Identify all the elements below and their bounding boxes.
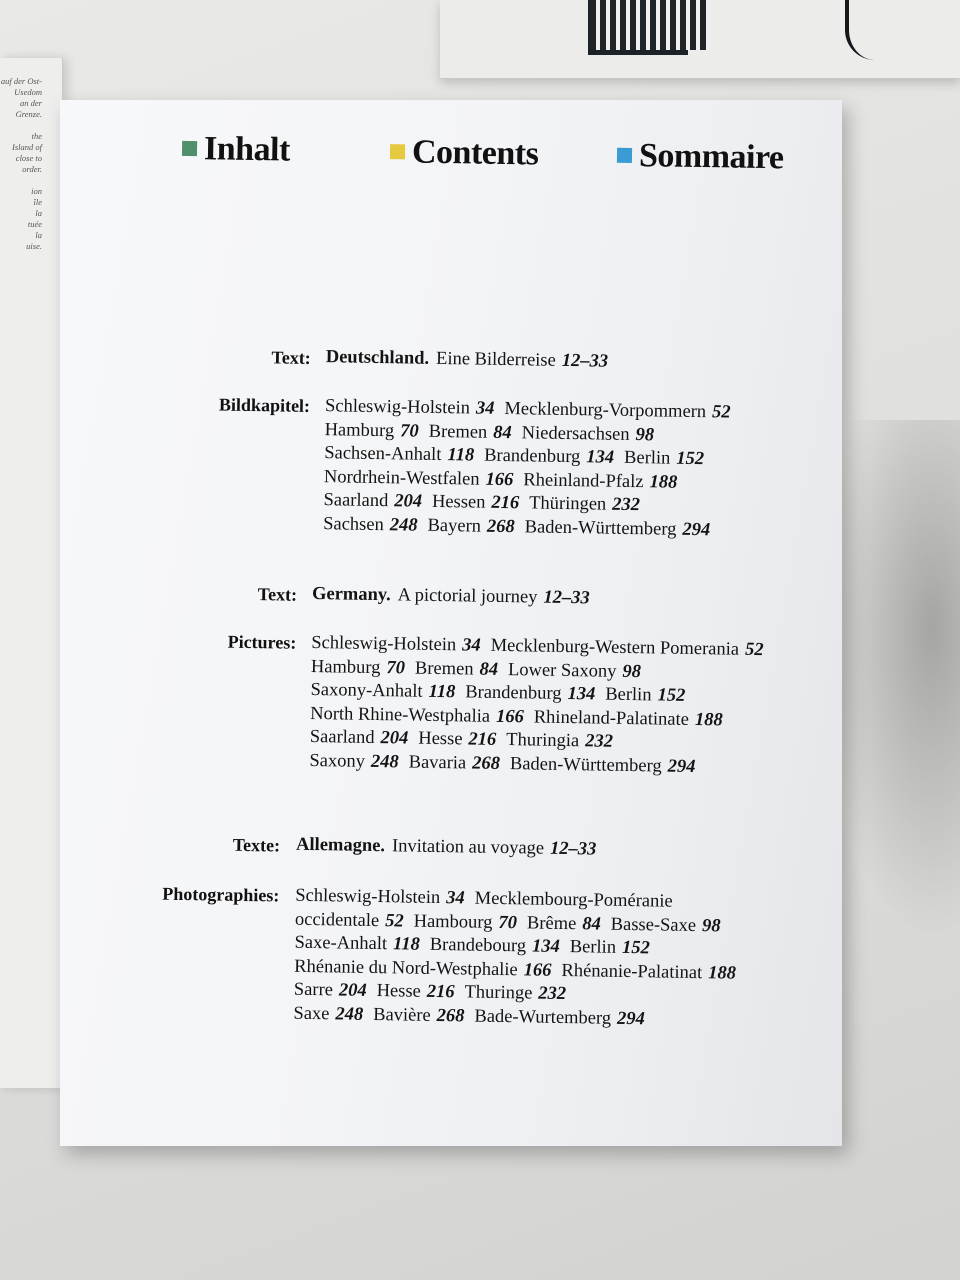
chapter-page-number: 294 <box>682 519 711 540</box>
chapter-name: Rhénanie-Palatinat <box>561 960 703 983</box>
chapter-name: Sachsen-Anhalt <box>324 443 442 466</box>
chapter-entry <box>324 443 474 465</box>
chapter-entry <box>611 914 721 936</box>
chapter-name: Saxony-Anhalt <box>310 679 423 702</box>
chapter-page-number: 188 <box>694 709 723 730</box>
chapter-name: Bremen <box>414 658 474 680</box>
chapter-name: Bayern <box>427 515 482 537</box>
chapter-entry <box>310 727 409 749</box>
text-pages: 12–33 <box>561 350 609 372</box>
chapter-entry <box>309 750 399 771</box>
chapter-name: Rhineland-Palatinate <box>533 706 690 730</box>
chapter-name: Nordrhein-Westfalen <box>323 466 480 490</box>
chapter-entry <box>373 1005 465 1026</box>
chapter-name: occidentale <box>294 909 380 931</box>
chapter-name: Thuringe <box>464 982 533 1004</box>
chapter-page-number: 232 <box>612 494 641 516</box>
contents-page <box>60 100 842 1146</box>
section-en-pictures-label: Pictures: <box>227 631 297 653</box>
chapter-page-number: 166 <box>485 469 514 490</box>
section-en-pictures-list <box>309 632 773 780</box>
chapter-name: Hambourg <box>413 911 493 933</box>
chapter-entry <box>323 490 422 512</box>
chapter-name: Brême <box>526 912 577 934</box>
chapter-name: Rheinland-Pfalz <box>523 469 644 492</box>
chapter-page-number: 52 <box>711 402 731 423</box>
chapter-page-number: 216 <box>468 729 497 750</box>
chapter-name: Hamburg <box>324 419 395 441</box>
chapter-entry <box>295 909 404 931</box>
text-title: Germany. <box>311 583 391 606</box>
chapter-name: Hesse <box>418 728 463 750</box>
chapter-name: Hamburg <box>310 656 381 678</box>
chapter-entry <box>464 982 566 1004</box>
chapter-entry <box>529 493 640 515</box>
chapter-page-number: 166 <box>523 959 552 981</box>
chapter-entry <box>465 682 595 704</box>
chapter-page-number: 84 <box>493 422 512 443</box>
chapter-entry <box>491 636 764 660</box>
green-square-icon <box>182 141 197 156</box>
heading-inhalt <box>182 130 290 170</box>
chapter-entry <box>429 421 512 442</box>
chapter-page-number: 248 <box>370 751 399 772</box>
heading-contents <box>390 133 539 173</box>
chapter-entry <box>325 420 419 441</box>
chapter-name: Mecklenburg-Vorpommern <box>504 398 707 423</box>
chapter-entry <box>508 660 641 682</box>
background-box-stripes <box>590 0 710 50</box>
chapter-entry <box>294 980 367 1001</box>
chapter-entry <box>525 517 711 540</box>
text-subtitle: Eine Bilderreise <box>435 348 556 371</box>
chapter-name: Basse-Saxe <box>610 914 697 936</box>
chapter-entry <box>523 470 677 492</box>
chapter-name: Schleswig-Holstein <box>311 632 457 656</box>
chapter-name: Brandenburg <box>483 445 581 468</box>
chapter-page-number: 70 <box>498 912 518 933</box>
chapter-name: Baden-Württemberg <box>524 516 677 540</box>
chapter-name: Berlin <box>569 937 617 958</box>
chapter-page-number: 118 <box>392 934 420 955</box>
text-pages: 12–33 <box>549 838 597 860</box>
chapter-entry <box>427 515 514 536</box>
chapter-entry <box>325 396 495 419</box>
chapter-name: Bavière <box>373 1004 431 1026</box>
chapter-entry <box>522 423 655 445</box>
blue-square-icon <box>617 148 632 163</box>
chapter-page-number: 294 <box>667 756 696 777</box>
chapter-name: Sarre <box>293 979 334 1001</box>
chapter-page-number: 248 <box>389 514 418 536</box>
contents-page-inner <box>51 94 849 1152</box>
chapter-name: Niedersachsen <box>521 422 630 445</box>
chapter-page-number: 232 <box>585 731 614 752</box>
section-en-text-entry <box>312 583 590 611</box>
section-fr-text-label: Texte: <box>232 834 281 856</box>
chapter-page-number: 98 <box>635 424 655 445</box>
chapter-page-number: 268 <box>472 753 501 774</box>
heading-label: Contents <box>411 133 539 173</box>
chapter-page-number: 84 <box>479 659 499 680</box>
chapter-name: Saarland <box>323 490 389 512</box>
chapter-page-number: 52 <box>744 639 764 661</box>
chapter-name: Bade-Wurtemberg <box>474 1006 612 1029</box>
section-en-text-label: Text: <box>257 584 298 605</box>
text-title: Deutschland. <box>325 347 430 369</box>
chapter-entry <box>415 658 498 679</box>
chapter-name: Bavaria <box>408 752 467 773</box>
chapter-page-number: 188 <box>708 962 737 984</box>
chapter-entry <box>484 446 614 468</box>
section-fr-pictures-list <box>293 885 747 1033</box>
chapter-page-number: 98 <box>701 915 721 936</box>
chapter-entry <box>605 685 685 706</box>
chapter-page-number: 118 <box>428 681 456 703</box>
chapter-name: Bremen <box>428 421 488 443</box>
chapter-page-number: 204 <box>338 980 367 1001</box>
chapter-page-number: 152 <box>657 685 686 706</box>
chapter-name: Berlin <box>623 447 671 469</box>
section-de-text-entry <box>326 346 609 374</box>
chapter-entry <box>294 956 552 980</box>
chapter-entry <box>527 913 601 934</box>
chapter-name: Hessen <box>431 491 486 513</box>
chapter-name: North Rhine-Westphalia <box>310 703 491 727</box>
section-de-text-label: Text: <box>271 347 311 368</box>
chapter-entry <box>624 448 704 469</box>
chapter-entry <box>310 703 524 726</box>
chapter-entry <box>475 889 673 912</box>
chapter-entry <box>561 960 736 983</box>
chapter-entry <box>311 656 405 677</box>
chapter-entry <box>510 754 696 777</box>
section-fr-text-entry <box>296 834 597 862</box>
chapter-page-number: 134 <box>567 684 596 705</box>
chapter-name: Brandenburg <box>465 682 562 704</box>
chapter-entry <box>323 514 418 535</box>
heading-sommaire <box>617 137 784 178</box>
chapter-page-number: 268 <box>486 516 515 537</box>
chapter-entry <box>432 492 519 513</box>
text-subtitle: A pictorial journey <box>397 585 538 608</box>
chapter-page-number: 248 <box>335 1003 364 1025</box>
chapter-name: Sachsen <box>323 513 384 535</box>
chapter-page-number: 152 <box>621 937 650 959</box>
chapter-entry <box>409 752 501 773</box>
chapter-entry <box>418 729 496 750</box>
chapter-name: Hesse <box>376 981 421 1002</box>
chapter-entry <box>376 981 454 1002</box>
chapter-page-number: 216 <box>426 981 455 1003</box>
chapter-page-number: 188 <box>649 471 678 493</box>
chapter-entry <box>293 1003 363 1024</box>
chapter-page-number: 166 <box>495 706 524 727</box>
chapter-page-number: 204 <box>394 491 423 512</box>
chapter-page-number: 152 <box>676 448 705 470</box>
chapter-page-number: 34 <box>475 398 495 419</box>
heading-label: Inhalt <box>203 130 291 169</box>
chapter-name: Mecklenburg-Western Pomerania <box>490 635 740 660</box>
chapter-page-number: 294 <box>616 1008 645 1029</box>
chapter-entry <box>414 911 518 933</box>
section-de-pictures-label: Bildkapitel: <box>218 394 311 416</box>
chapter-name: Berlin <box>605 684 652 706</box>
chapter-page-number: 34 <box>446 888 465 909</box>
chapter-entry <box>534 707 723 730</box>
chapter-name: Schleswig-Holstein <box>324 396 471 419</box>
section-de-pictures-list <box>323 395 741 543</box>
chapter-name: Mecklembourg-Poméranie <box>474 888 673 912</box>
chapter-entry <box>310 680 455 702</box>
chapter-page-number: 134 <box>586 447 615 468</box>
chapter-page-number: 118 <box>447 445 475 466</box>
chapter-name: Saxe <box>293 1003 330 1024</box>
chapter-entry <box>430 935 560 957</box>
chapter-name: Lower Saxony <box>507 659 617 682</box>
chapter-entry <box>324 467 514 490</box>
chapter-name: Saarland <box>309 726 375 748</box>
chapter-entry <box>506 730 613 752</box>
chapter-name: Saxe-Anhalt <box>294 932 388 955</box>
chapter-page-number: 216 <box>491 492 520 514</box>
heading-label: Sommaire <box>638 137 784 177</box>
chapter-entry <box>504 399 731 423</box>
chapter-page-number: 70 <box>400 420 419 442</box>
chapter-page-number: 70 <box>386 657 406 678</box>
chapter-name: Baden-Württemberg <box>509 753 662 777</box>
chapter-entry <box>295 886 465 909</box>
chapter-entry <box>570 937 650 958</box>
chapter-page-number: 84 <box>582 913 601 935</box>
chapter-entry <box>294 933 420 955</box>
chapter-page-number: 134 <box>531 936 560 957</box>
chapter-page-number: 98 <box>622 661 642 682</box>
chapter-name: Rhénanie du Nord-Westphalie <box>294 956 518 980</box>
section-fr-pictures-label: Photographies: <box>162 883 280 906</box>
chapter-page-number: 34 <box>462 635 481 656</box>
text-title: Allemagne. <box>295 834 386 857</box>
previous-page-text: auf der Ost- Usedom an der Grenze. the Island of close to order. ion île la tuée la uise. <box>0 76 42 251</box>
text-pages: 12–33 <box>543 587 590 609</box>
chapter-entry <box>474 1006 645 1029</box>
previous-page-edge <box>0 58 63 1088</box>
chapter-page-number: 232 <box>538 983 567 1005</box>
chapter-page-number: 268 <box>436 1005 465 1026</box>
chapter-name: Schleswig-Holstein <box>295 885 441 909</box>
chapter-name: Saxony <box>309 750 366 772</box>
chapter-page-number: 52 <box>385 910 404 931</box>
chapter-name: Thüringen <box>529 493 607 515</box>
chapter-name: Brandebourg <box>429 934 527 957</box>
text-subtitle: Invitation au voyage <box>391 836 545 859</box>
yellow-square-icon <box>390 144 405 159</box>
chapter-name: Thuringia <box>506 730 580 752</box>
chapter-entry <box>311 633 481 656</box>
chapter-page-number: 204 <box>380 728 409 749</box>
